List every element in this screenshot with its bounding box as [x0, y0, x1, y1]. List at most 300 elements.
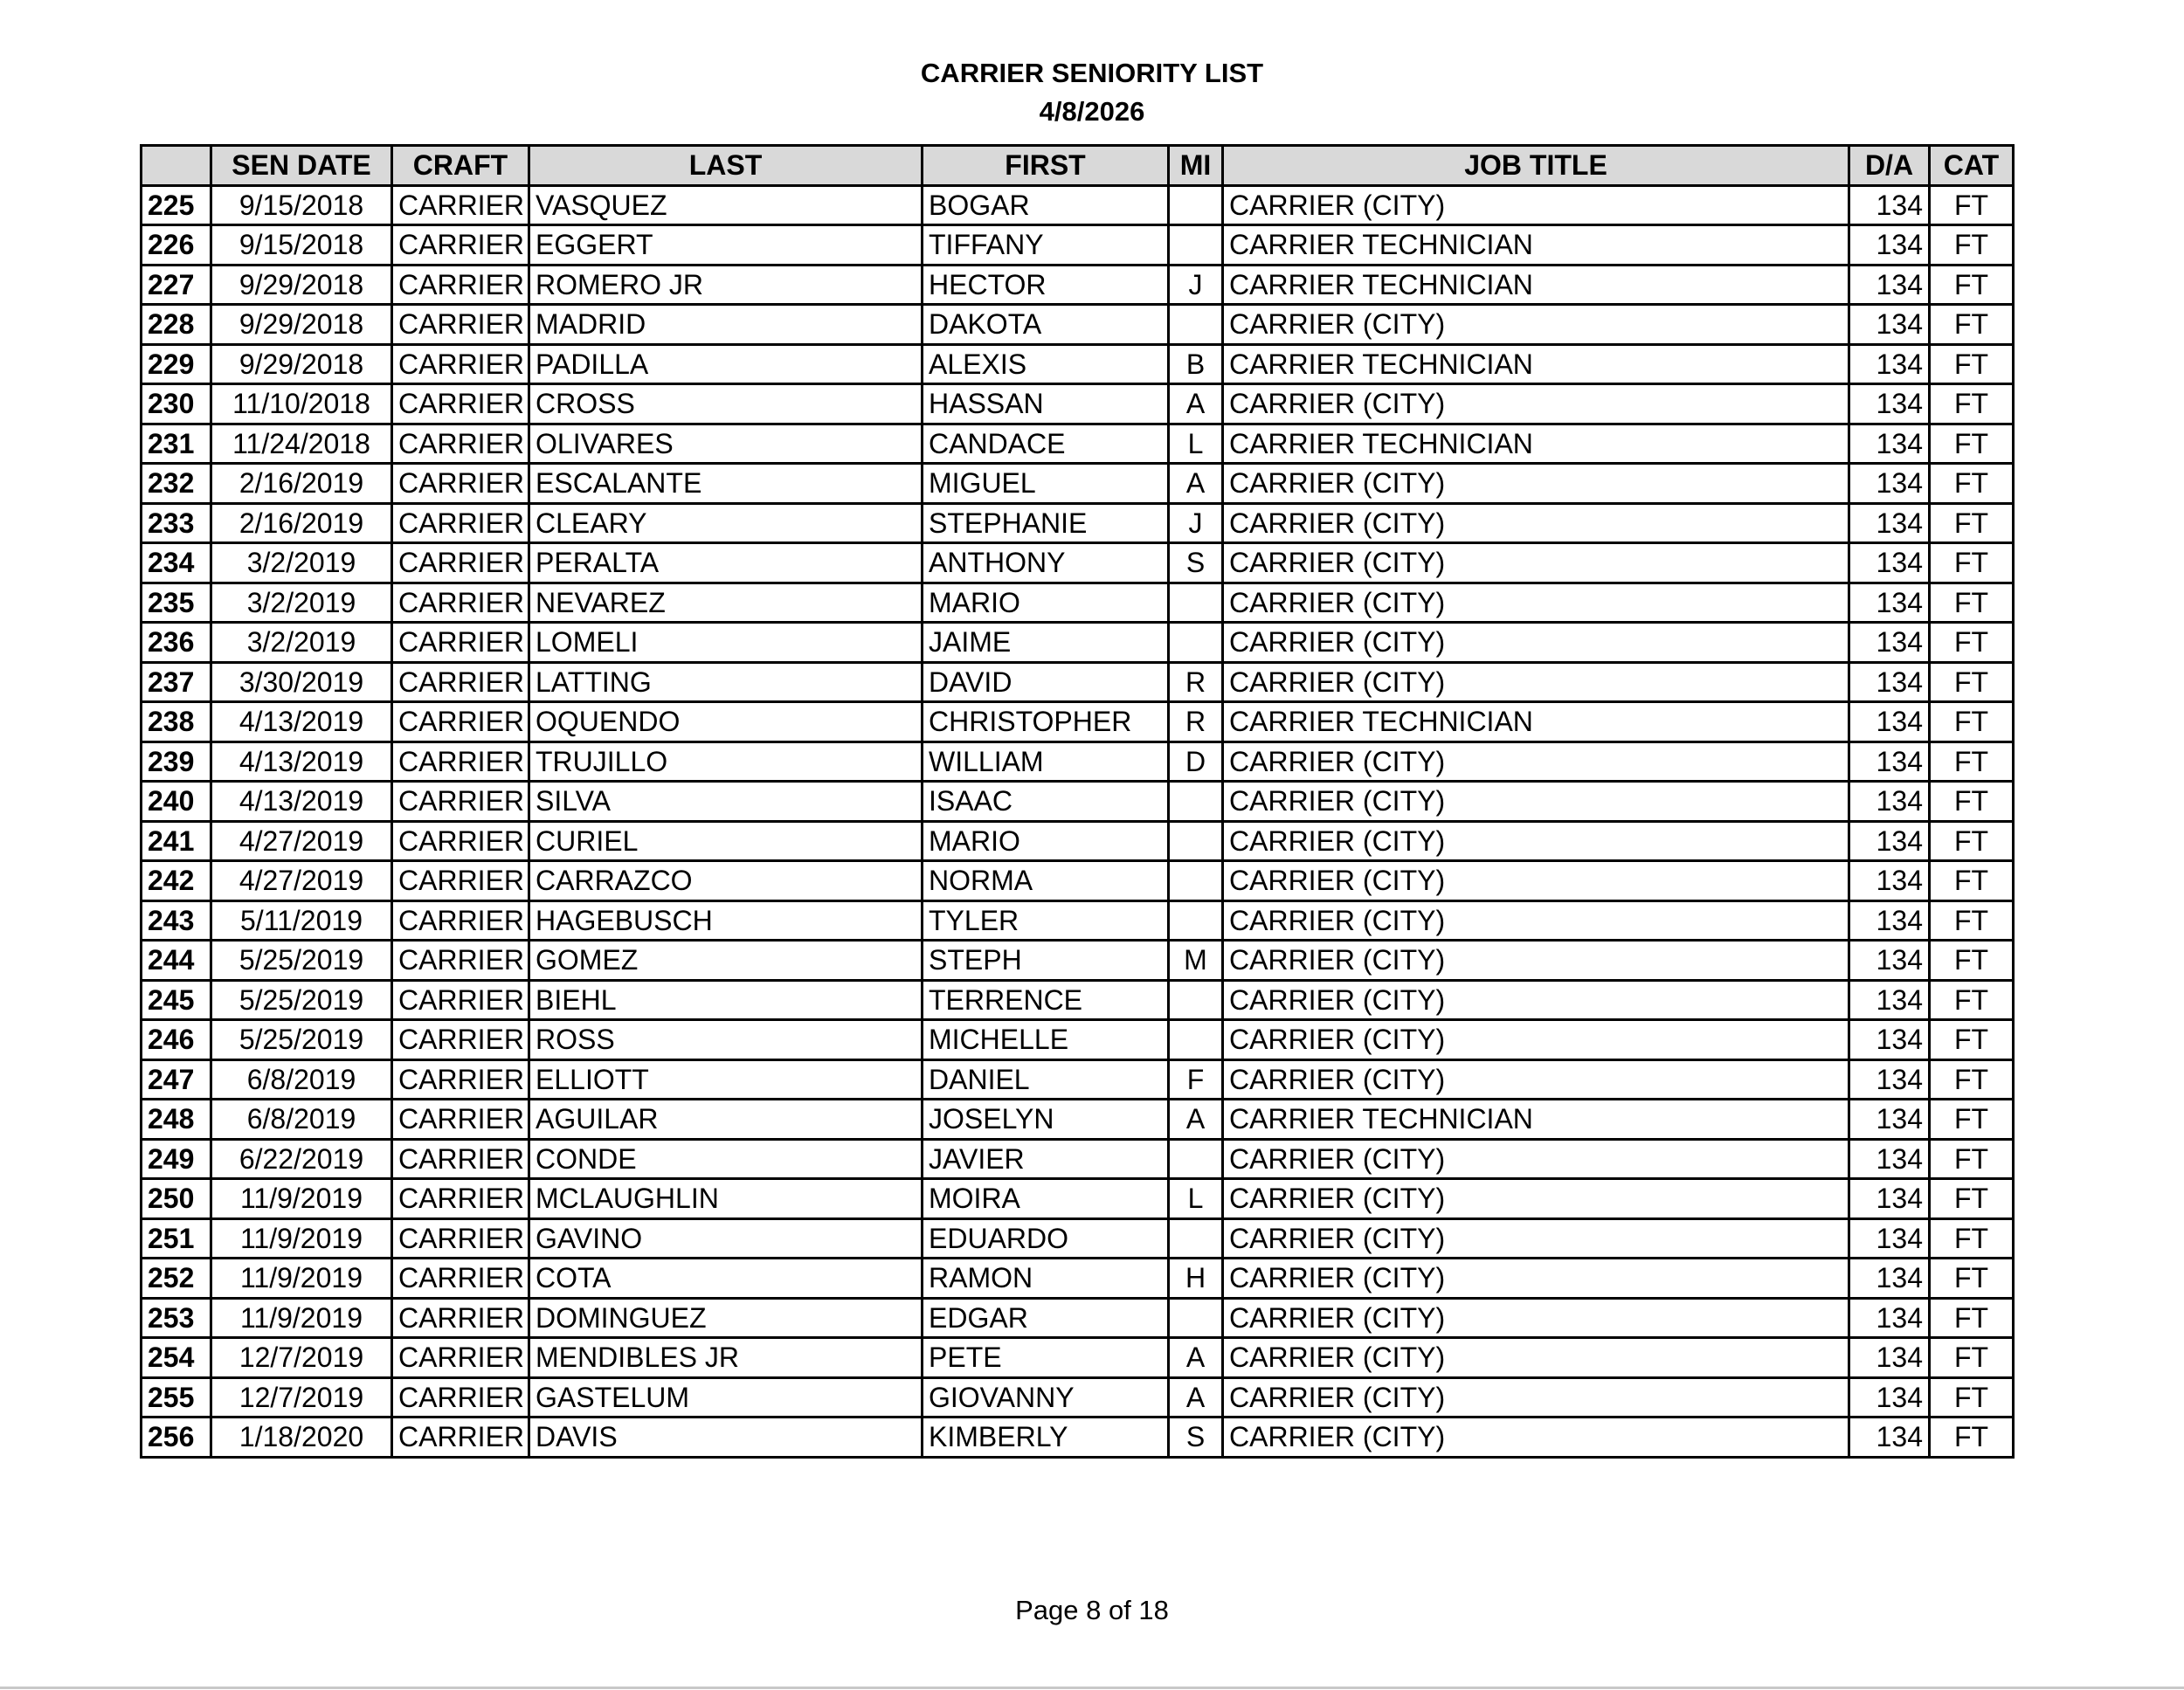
last-name-cell: ROSS — [529, 1020, 923, 1060]
cat-cell: FT — [1930, 185, 2014, 225]
cat-cell: FT — [1930, 1020, 2014, 1060]
job-title-cell: CARRIER (CITY) — [1223, 1218, 1849, 1259]
job-title-cell: CARRIER (CITY) — [1223, 583, 1849, 623]
document-title: CARRIER SENIORITY LIST — [920, 58, 1264, 88]
craft-cell: CARRIER — [392, 583, 529, 623]
table-row — [142, 344, 2014, 384]
craft-cell: CARRIER — [392, 1020, 529, 1060]
sen-date-cell: 5/25/2019 — [211, 980, 392, 1020]
last-name-cell: CONDE — [529, 1139, 923, 1179]
middle-initial-cell — [1169, 1218, 1223, 1259]
sen-date-cell: 6/8/2019 — [211, 1100, 392, 1140]
craft-cell: CARRIER — [392, 742, 529, 782]
column-header-sen-date: SEN DATE — [211, 146, 392, 186]
table-row — [142, 543, 2014, 583]
craft-cell: CARRIER — [392, 464, 529, 504]
middle-initial-cell — [1169, 980, 1223, 1020]
job-title-cell: CARRIER (CITY) — [1223, 861, 1849, 901]
first-name-cell: ALEXIS — [923, 344, 1169, 384]
page-bottom-rule — [0, 1687, 2184, 1689]
sen-date-cell: 12/7/2019 — [211, 1338, 392, 1378]
craft-cell: CARRIER — [392, 980, 529, 1020]
seniority-number: 228 — [142, 305, 211, 345]
first-name-cell: DANIEL — [923, 1059, 1169, 1100]
last-name-cell: PERALTA — [529, 543, 923, 583]
cat-cell: FT — [1930, 623, 2014, 663]
last-name-cell: TRUJILLO — [529, 742, 923, 782]
table-row — [142, 1059, 2014, 1100]
job-title-cell: CARRIER (CITY) — [1223, 821, 1849, 861]
craft-cell: CARRIER — [392, 384, 529, 424]
middle-initial-cell: J — [1169, 503, 1223, 543]
first-name-cell: TIFFANY — [923, 225, 1169, 266]
last-name-cell: LATTING — [529, 662, 923, 702]
middle-initial-cell — [1169, 185, 1223, 225]
seniority-number: 247 — [142, 1059, 211, 1100]
cat-cell: FT — [1930, 305, 2014, 345]
job-title-cell: CARRIER (CITY) — [1223, 662, 1849, 702]
last-name-cell: ROMERO JR — [529, 265, 923, 305]
da-cell: 134 — [1849, 941, 1930, 981]
sen-date-cell: 3/2/2019 — [211, 623, 392, 663]
job-title-cell: CARRIER TECHNICIAN — [1223, 225, 1849, 266]
sen-date-cell: 4/13/2019 — [211, 782, 392, 822]
last-name-cell: NEVAREZ — [529, 583, 923, 623]
job-title-cell: CARRIER TECHNICIAN — [1223, 424, 1849, 464]
table-row — [142, 662, 2014, 702]
sen-date-cell: 11/9/2019 — [211, 1298, 392, 1338]
cat-cell: FT — [1930, 1259, 2014, 1299]
table-row — [142, 1100, 2014, 1140]
da-cell: 134 — [1849, 623, 1930, 663]
job-title-cell: CARRIER (CITY) — [1223, 1259, 1849, 1299]
craft-cell: CARRIER — [392, 782, 529, 822]
seniority-number: 232 — [142, 464, 211, 504]
sen-date-cell: 6/22/2019 — [211, 1139, 392, 1179]
last-name-cell: CROSS — [529, 384, 923, 424]
sen-date-cell: 4/13/2019 — [211, 702, 392, 742]
last-name-cell: MADRID — [529, 305, 923, 345]
job-title-cell: CARRIER (CITY) — [1223, 185, 1849, 225]
cat-cell: FT — [1930, 225, 2014, 266]
seniority-number: 226 — [142, 225, 211, 266]
table-row — [142, 702, 2014, 742]
middle-initial-cell: L — [1169, 1179, 1223, 1219]
craft-cell: CARRIER — [392, 1139, 529, 1179]
job-title-cell: CARRIER (CITY) — [1223, 464, 1849, 504]
job-title-cell: CARRIER TECHNICIAN — [1223, 1100, 1849, 1140]
middle-initial-cell — [1169, 861, 1223, 901]
cat-cell: FT — [1930, 702, 2014, 742]
da-cell: 134 — [1849, 821, 1930, 861]
table-row — [142, 821, 2014, 861]
middle-initial-cell — [1169, 1298, 1223, 1338]
da-cell: 134 — [1849, 1298, 1930, 1338]
cat-cell: FT — [1930, 821, 2014, 861]
sen-date-cell: 12/7/2019 — [211, 1377, 392, 1418]
table-row — [142, 1298, 2014, 1338]
craft-cell: CARRIER — [392, 1059, 529, 1100]
first-name-cell: TYLER — [923, 900, 1169, 941]
seniority-number: 248 — [142, 1100, 211, 1140]
seniority-number: 252 — [142, 1259, 211, 1299]
cat-cell: FT — [1930, 543, 2014, 583]
seniority-number: 246 — [142, 1020, 211, 1060]
last-name-cell: MENDIBLES JR — [529, 1338, 923, 1378]
middle-initial-cell — [1169, 1020, 1223, 1060]
job-title-cell: CARRIER (CITY) — [1223, 543, 1849, 583]
middle-initial-cell — [1169, 821, 1223, 861]
craft-cell: CARRIER — [392, 1298, 529, 1338]
cat-cell: FT — [1930, 1059, 2014, 1100]
cat-cell: FT — [1930, 1179, 2014, 1219]
table-row — [142, 305, 2014, 345]
sen-date-cell: 4/13/2019 — [211, 742, 392, 782]
cat-cell: FT — [1930, 265, 2014, 305]
job-title-cell: CARRIER TECHNICIAN — [1223, 344, 1849, 384]
table-row — [142, 1020, 2014, 1060]
da-cell: 134 — [1849, 861, 1930, 901]
first-name-cell: TERRENCE — [923, 980, 1169, 1020]
last-name-cell: ESCALANTE — [529, 464, 923, 504]
last-name-cell: CURIEL — [529, 821, 923, 861]
craft-cell: CARRIER — [392, 185, 529, 225]
cat-cell: FT — [1930, 861, 2014, 901]
middle-initial-cell: A — [1169, 1377, 1223, 1418]
last-name-cell: AGUILAR — [529, 1100, 923, 1140]
middle-initial-cell: F — [1169, 1059, 1223, 1100]
first-name-cell: MARIO — [923, 583, 1169, 623]
table-row — [142, 980, 2014, 1020]
table-row — [142, 1377, 2014, 1418]
craft-cell: CARRIER — [392, 1259, 529, 1299]
job-title-cell: CARRIER (CITY) — [1223, 503, 1849, 543]
craft-cell: CARRIER — [392, 1218, 529, 1259]
seniority-number: 235 — [142, 583, 211, 623]
seniority-number: 253 — [142, 1298, 211, 1338]
last-name-cell: GASTELUM — [529, 1377, 923, 1418]
cat-cell: FT — [1930, 1418, 2014, 1458]
last-name-cell: OQUENDO — [529, 702, 923, 742]
first-name-cell: KIMBERLY — [923, 1418, 1169, 1458]
cat-cell: FT — [1930, 1218, 2014, 1259]
da-cell: 134 — [1849, 742, 1930, 782]
cat-cell: FT — [1930, 1338, 2014, 1378]
last-name-cell: COTA — [529, 1259, 923, 1299]
seniority-number: 255 — [142, 1377, 211, 1418]
job-title-cell: CARRIER TECHNICIAN — [1223, 702, 1849, 742]
seniority-number: 225 — [142, 185, 211, 225]
da-cell: 134 — [1849, 1377, 1930, 1418]
seniority-number: 242 — [142, 861, 211, 901]
seniority-number: 241 — [142, 821, 211, 861]
first-name-cell: WILLIAM — [923, 742, 1169, 782]
cat-cell: FT — [1930, 384, 2014, 424]
craft-cell: CARRIER — [392, 623, 529, 663]
craft-cell: CARRIER — [392, 1418, 529, 1458]
craft-cell: CARRIER — [392, 225, 529, 266]
first-name-cell: ISAAC — [923, 782, 1169, 822]
first-name-cell: JAIME — [923, 623, 1169, 663]
craft-cell: CARRIER — [392, 662, 529, 702]
middle-initial-cell: R — [1169, 662, 1223, 702]
seniority-number: 240 — [142, 782, 211, 822]
seniority-number: 249 — [142, 1139, 211, 1179]
middle-initial-cell — [1169, 782, 1223, 822]
craft-cell: CARRIER — [392, 543, 529, 583]
last-name-cell: HAGEBUSCH — [529, 900, 923, 941]
table-row — [142, 384, 2014, 424]
job-title-cell: CARRIER (CITY) — [1223, 900, 1849, 941]
da-cell: 134 — [1849, 305, 1930, 345]
first-name-cell: EDUARDO — [923, 1218, 1169, 1259]
first-name-cell: MICHELLE — [923, 1020, 1169, 1060]
craft-cell: CARRIER — [392, 1377, 529, 1418]
first-name-cell: CHRISTOPHER — [923, 702, 1169, 742]
column-header-cat: CAT — [1930, 146, 2014, 186]
first-name-cell: BOGAR — [923, 185, 1169, 225]
job-title-cell: CARRIER (CITY) — [1223, 1418, 1849, 1458]
job-title-cell: CARRIER (CITY) — [1223, 384, 1849, 424]
first-name-cell: HECTOR — [923, 265, 1169, 305]
table-row — [142, 861, 2014, 901]
last-name-cell: CARRAZCO — [529, 861, 923, 901]
middle-initial-cell: M — [1169, 941, 1223, 981]
sen-date-cell: 1/18/2020 — [211, 1418, 392, 1458]
sen-date-cell: 11/10/2018 — [211, 384, 392, 424]
middle-initial-cell: A — [1169, 1100, 1223, 1140]
seniority-number: 245 — [142, 980, 211, 1020]
table-row — [142, 941, 2014, 981]
sen-date-cell: 3/2/2019 — [211, 583, 392, 623]
cat-cell: FT — [1930, 1377, 2014, 1418]
cat-cell: FT — [1930, 900, 2014, 941]
document-date: 4/8/2026 — [1039, 96, 1145, 127]
seniority-number: 236 — [142, 623, 211, 663]
sen-date-cell: 3/30/2019 — [211, 662, 392, 702]
first-name-cell: MIGUEL — [923, 464, 1169, 504]
table-row — [142, 503, 2014, 543]
craft-cell: CARRIER — [392, 861, 529, 901]
job-title-cell: CARRIER (CITY) — [1223, 1377, 1849, 1418]
da-cell: 134 — [1849, 1020, 1930, 1060]
column-header-first: FIRST — [923, 146, 1169, 186]
job-title-cell: CARRIER (CITY) — [1223, 305, 1849, 345]
first-name-cell: ANTHONY — [923, 543, 1169, 583]
da-cell: 134 — [1849, 702, 1930, 742]
middle-initial-cell: S — [1169, 1418, 1223, 1458]
sen-date-cell: 4/27/2019 — [211, 821, 392, 861]
middle-initial-cell: H — [1169, 1259, 1223, 1299]
seniority-number: 243 — [142, 900, 211, 941]
column-header-number — [142, 146, 211, 186]
da-cell: 134 — [1849, 1059, 1930, 1100]
sen-date-cell: 9/29/2018 — [211, 344, 392, 384]
sen-date-cell: 6/8/2019 — [211, 1059, 392, 1100]
seniority-number: 244 — [142, 941, 211, 981]
sen-date-cell: 5/25/2019 — [211, 1020, 392, 1060]
middle-initial-cell: B — [1169, 344, 1223, 384]
sen-date-cell: 9/29/2018 — [211, 305, 392, 345]
first-name-cell: MOIRA — [923, 1179, 1169, 1219]
sen-date-cell: 11/24/2018 — [211, 424, 392, 464]
table-row — [142, 424, 2014, 464]
first-name-cell: DAVID — [923, 662, 1169, 702]
seniority-number: 231 — [142, 424, 211, 464]
table-row — [142, 225, 2014, 266]
sen-date-cell: 11/9/2019 — [211, 1259, 392, 1299]
column-header-da: D/A — [1849, 146, 1930, 186]
last-name-cell: LOMELI — [529, 623, 923, 663]
da-cell: 134 — [1849, 384, 1930, 424]
seniority-number: 250 — [142, 1179, 211, 1219]
table-row — [142, 623, 2014, 663]
first-name-cell: CANDACE — [923, 424, 1169, 464]
last-name-cell: GAVINO — [529, 1218, 923, 1259]
da-cell: 134 — [1849, 225, 1930, 266]
job-title-cell: CARRIER (CITY) — [1223, 742, 1849, 782]
column-header-mi: MI — [1169, 146, 1223, 186]
table-row — [142, 782, 2014, 822]
last-name-cell: PADILLA — [529, 344, 923, 384]
craft-cell: CARRIER — [392, 305, 529, 345]
middle-initial-cell — [1169, 900, 1223, 941]
job-title-cell: CARRIER (CITY) — [1223, 941, 1849, 981]
sen-date-cell: 5/25/2019 — [211, 941, 392, 981]
job-title-cell: CARRIER (CITY) — [1223, 1179, 1849, 1219]
middle-initial-cell: S — [1169, 543, 1223, 583]
seniority-number: 237 — [142, 662, 211, 702]
seniority-table — [140, 144, 2015, 1459]
sen-date-cell: 4/27/2019 — [211, 861, 392, 901]
craft-cell: CARRIER — [392, 821, 529, 861]
table-row — [142, 900, 2014, 941]
sen-date-cell: 3/2/2019 — [211, 543, 392, 583]
page-footer: Page 8 of 18 — [1015, 1595, 1169, 1625]
column-header-craft: CRAFT — [392, 146, 529, 186]
sen-date-cell: 11/9/2019 — [211, 1218, 392, 1259]
last-name-cell: ELLIOTT — [529, 1059, 923, 1100]
sen-date-cell: 2/16/2019 — [211, 464, 392, 504]
table-row — [142, 1259, 2014, 1299]
job-title-cell: CARRIER (CITY) — [1223, 1059, 1849, 1100]
last-name-cell: SILVA — [529, 782, 923, 822]
middle-initial-cell — [1169, 305, 1223, 345]
craft-cell: CARRIER — [392, 503, 529, 543]
da-cell: 134 — [1849, 424, 1930, 464]
first-name-cell: JAVIER — [923, 1139, 1169, 1179]
first-name-cell: DAKOTA — [923, 305, 1169, 345]
da-cell: 134 — [1849, 900, 1930, 941]
column-header-last: LAST — [529, 146, 923, 186]
first-name-cell: STEPHANIE — [923, 503, 1169, 543]
sen-date-cell: 9/15/2018 — [211, 225, 392, 266]
cat-cell: FT — [1930, 782, 2014, 822]
seniority-number: 233 — [142, 503, 211, 543]
sen-date-cell: 2/16/2019 — [211, 503, 392, 543]
last-name-cell: BIEHL — [529, 980, 923, 1020]
table-row — [142, 265, 2014, 305]
seniority-number: 256 — [142, 1418, 211, 1458]
table-body — [142, 185, 2014, 1457]
da-cell: 134 — [1849, 980, 1930, 1020]
job-title-cell: CARRIER (CITY) — [1223, 782, 1849, 822]
craft-cell: CARRIER — [392, 424, 529, 464]
cat-cell: FT — [1930, 344, 2014, 384]
seniority-number: 239 — [142, 742, 211, 782]
cat-cell: FT — [1930, 1298, 2014, 1338]
sen-date-cell: 9/29/2018 — [211, 265, 392, 305]
last-name-cell: CLEARY — [529, 503, 923, 543]
last-name-cell: DAVIS — [529, 1418, 923, 1458]
sen-date-cell: 5/11/2019 — [211, 900, 392, 941]
column-header-job-title: JOB TITLE — [1223, 146, 1849, 186]
da-cell: 134 — [1849, 503, 1930, 543]
sen-date-cell: 11/9/2019 — [211, 1179, 392, 1219]
craft-cell: CARRIER — [392, 941, 529, 981]
first-name-cell: EDGAR — [923, 1298, 1169, 1338]
da-cell: 134 — [1849, 265, 1930, 305]
first-name-cell: STEPH — [923, 941, 1169, 981]
middle-initial-cell — [1169, 623, 1223, 663]
seniority-number: 230 — [142, 384, 211, 424]
da-cell: 134 — [1849, 662, 1930, 702]
table-row — [142, 1179, 2014, 1219]
cat-cell: FT — [1930, 941, 2014, 981]
cat-cell: FT — [1930, 1100, 2014, 1140]
cat-cell: FT — [1930, 662, 2014, 702]
middle-initial-cell — [1169, 1139, 1223, 1179]
da-cell: 134 — [1849, 1418, 1930, 1458]
da-cell: 134 — [1849, 185, 1930, 225]
table-row — [142, 1139, 2014, 1179]
job-title-cell: CARRIER (CITY) — [1223, 1020, 1849, 1060]
craft-cell: CARRIER — [392, 900, 529, 941]
job-title-cell: CARRIER (CITY) — [1223, 1298, 1849, 1338]
middle-initial-cell: D — [1169, 742, 1223, 782]
cat-cell: FT — [1930, 1139, 2014, 1179]
seniority-number: 254 — [142, 1338, 211, 1378]
middle-initial-cell — [1169, 225, 1223, 266]
middle-initial-cell — [1169, 583, 1223, 623]
last-name-cell: MCLAUGHLIN — [529, 1179, 923, 1219]
last-name-cell: OLIVARES — [529, 424, 923, 464]
sen-date-cell: 9/15/2018 — [211, 185, 392, 225]
table-row — [142, 185, 2014, 225]
job-title-cell: CARRIER (CITY) — [1223, 623, 1849, 663]
first-name-cell: PETE — [923, 1338, 1169, 1378]
cat-cell: FT — [1930, 503, 2014, 543]
table-row — [142, 464, 2014, 504]
table-header-row — [142, 146, 2014, 186]
craft-cell: CARRIER — [392, 1338, 529, 1378]
middle-initial-cell: J — [1169, 265, 1223, 305]
craft-cell: CARRIER — [392, 265, 529, 305]
last-name-cell: GOMEZ — [529, 941, 923, 981]
da-cell: 134 — [1849, 464, 1930, 504]
craft-cell: CARRIER — [392, 1179, 529, 1219]
middle-initial-cell: A — [1169, 464, 1223, 504]
middle-initial-cell: R — [1169, 702, 1223, 742]
last-name-cell: VASQUEZ — [529, 185, 923, 225]
cat-cell: FT — [1930, 464, 2014, 504]
da-cell: 134 — [1849, 1338, 1930, 1378]
craft-cell: CARRIER — [392, 702, 529, 742]
middle-initial-cell: L — [1169, 424, 1223, 464]
cat-cell: FT — [1930, 583, 2014, 623]
last-name-cell: EGGERT — [529, 225, 923, 266]
first-name-cell: GIOVANNY — [923, 1377, 1169, 1418]
